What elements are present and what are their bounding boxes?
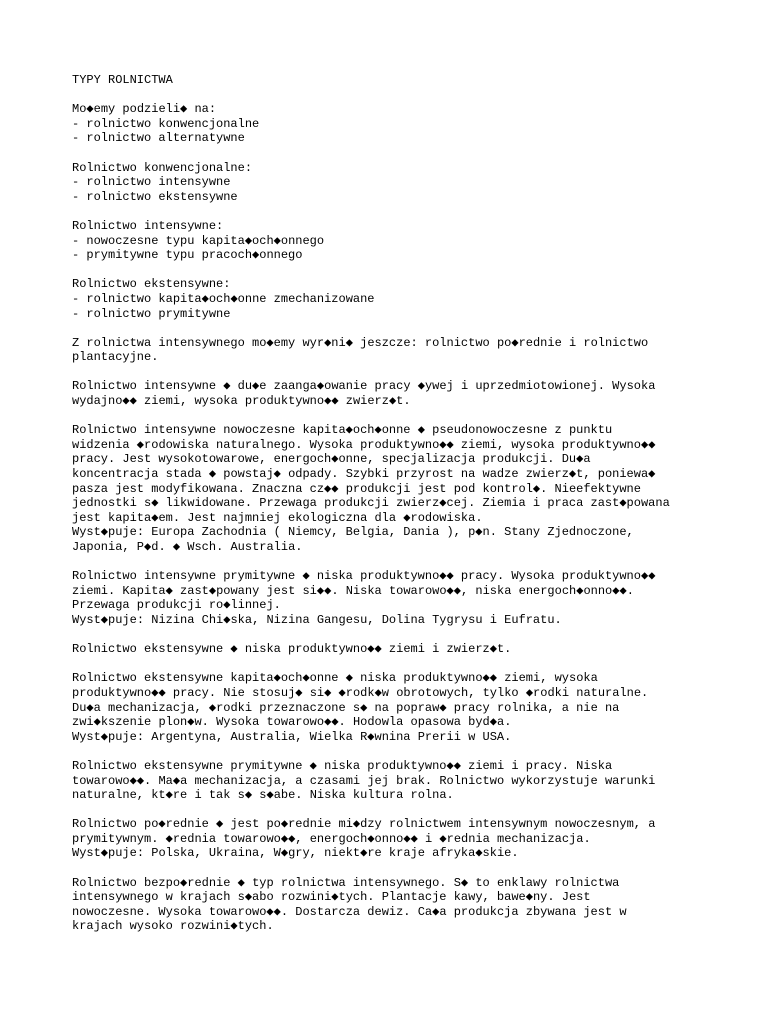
text-line: Rolnictwo ekstensywne ◆ niska produktywno◆◆ ziemi i zwierz◆t. bbox=[72, 642, 512, 657]
paragraph bbox=[72, 102, 732, 146]
paragraph bbox=[72, 569, 732, 627]
text-line: Du◆a mechanizacja, ◆rodki przeznaczone s◆ na popraw◆ pracy rolnika, a nie na bbox=[72, 700, 620, 715]
text-line: plantacyjne. bbox=[72, 350, 159, 365]
paragraph-spacer bbox=[72, 365, 732, 380]
paragraph-spacer bbox=[72, 555, 732, 570]
paragraph-spacer bbox=[72, 744, 732, 759]
text-line: Rolnictwo intensywne ◆ du◆e zaanga◆owanie pracy ◆ywej i uprzedmiotowionej. Wysoka bbox=[72, 379, 656, 394]
paragraph-spacer bbox=[72, 409, 732, 424]
text-line: Z rolnictwa intensywnego mo◆emy wyr◆ni◆ jeszcze: rolnictwo po◆rednie i rolnictwo bbox=[72, 335, 649, 350]
paragraph-spacer bbox=[72, 88, 732, 103]
document-page bbox=[72, 73, 732, 934]
text-line: naturalne, kt◆re i tak s◆ s◆abe. Niska kultura rolna. bbox=[72, 788, 454, 803]
text-line: pasza jest modyfikowana. Znaczna cz◆◆ produkcji jest pod kontrol◆. Nieefektywne bbox=[72, 481, 641, 496]
text-line: Wyst◆puje: Nizina Chi◆ska, Nizina Gangesu, Dolina Tygrysu i Eufratu. bbox=[72, 612, 562, 627]
paragraph-spacer bbox=[72, 263, 732, 278]
text-line: Rolnictwo bezpo◆rednie ◆ typ rolnictwa intensywnego. S◆ to enklawy rolnictwa bbox=[72, 875, 620, 890]
text-line: jest kapita◆em. Jest najmniej ekologiczna dla ◆rodowiska. bbox=[72, 510, 483, 525]
text-line: widzenia ◆rodowiska naturalnego. Wysoka produktywno◆◆ ziemi, wysoka produktywno◆◆ bbox=[72, 437, 656, 452]
text-line: krajach wysoko rozwini◆tych. bbox=[72, 919, 274, 934]
text-line: Rolnictwo intensywne nowoczesne kapita◆och◆onne ◆ pseudonowoczesne z punktu bbox=[72, 423, 613, 438]
text-line: Wyst◆puje: Polska, Ukraina, W◆gry, niekt◆re kraje afryka◆skie. bbox=[72, 846, 519, 861]
text-line: Rolnictwo ekstensywne prymitywne ◆ niska produktywno◆◆ ziemi i pracy. Niska bbox=[72, 758, 613, 773]
text-line: - nowoczesne typu kapita◆och◆onnego bbox=[72, 233, 325, 248]
paragraph-spacer bbox=[72, 146, 732, 161]
text-line: Rolnictwo po◆rednie ◆ jest po◆rednie mi◆dzy rolnictwem intensywnym nowoczesnym, a bbox=[72, 817, 656, 832]
text-line: Rolnictwo intensywne: bbox=[72, 218, 224, 233]
paragraph bbox=[72, 423, 732, 554]
paragraph bbox=[72, 161, 732, 205]
paragraph bbox=[72, 277, 732, 321]
paragraph-spacer bbox=[72, 321, 732, 336]
text-line: Przewaga produkcji ro◆linnej. bbox=[72, 598, 281, 613]
text-line: prymitywnym. ◆rednia towarowo◆◆, energoch◆onno◆◆ i ◆rednia mechanizacja. bbox=[72, 831, 591, 846]
document-body bbox=[72, 88, 732, 934]
text-line: towarowo◆◆. Ma◆a mechanizacja, a czasami jej brak. Rolnictwo wykorzystuje warunki bbox=[72, 773, 656, 788]
paragraph bbox=[72, 876, 732, 934]
text-line: wydajno◆◆ ziemi, wysoka produktywno◆◆ zwierz◆t. bbox=[72, 394, 411, 409]
paragraph bbox=[72, 219, 732, 263]
paragraph bbox=[72, 671, 732, 744]
text-line: Rolnictwo intensywne prymitywne ◆ niska produktywno◆◆ pracy. Wysoka produktywno◆◆ bbox=[72, 569, 656, 584]
text-line: produktywno◆◆ pracy. Nie stosuj◆ si◆ ◆rodk◆w obrotowych, tylko ◆rodki naturalne. bbox=[72, 685, 649, 700]
text-line: Wyst◆puje: Argentyna, Australia, Wielka R◆wnina Prerii w USA. bbox=[72, 729, 512, 744]
text-line: ziemi. Kapita◆ zast◆powany jest si◆◆. Niska towarowo◆◆, niska energoch◆onno◆◆. bbox=[72, 583, 634, 598]
text-line: - rolnictwo kapita◆och◆onne zmechanizowane bbox=[72, 291, 375, 306]
text-line: - rolnictwo intensywne bbox=[72, 175, 231, 190]
text-line: - rolnictwo ekstensywne bbox=[72, 189, 238, 204]
text-line: Rolnictwo konwencjonalne: bbox=[72, 160, 253, 175]
text-line: - rolnictwo alternatywne bbox=[72, 131, 245, 146]
text-line: - rolnictwo konwencjonalne bbox=[72, 116, 260, 131]
text-line: Mo◆emy podzieli◆ na: bbox=[72, 102, 217, 117]
paragraph-spacer bbox=[72, 628, 732, 643]
text-line: Japonia, P◆d. ◆ Wsch. Australia. bbox=[72, 540, 303, 554]
paragraph-spacer bbox=[72, 803, 732, 818]
paragraph bbox=[72, 759, 732, 803]
document-title: TYPY ROLNICTWA bbox=[72, 73, 173, 87]
text-line: pracy. Jest wysokotowarowe, energoch◆onne, specjalizacja produkcji. Du◆a bbox=[72, 452, 591, 467]
text-line: Rolnictwo ekstensywne kapita◆och◆onne ◆ niska produktywno◆◆ ziemi, wysoka bbox=[72, 671, 598, 686]
text-line: intensywnego w krajach s◆abo rozwini◆tych. Plantacje kawy, bawe◆ny. Jest bbox=[72, 890, 591, 905]
text-line: nowoczesne. Wysoka towarowo◆◆. Dostarcza dewiz. Ca◆a produkcja zbywana jest w bbox=[72, 904, 627, 919]
paragraph-spacer bbox=[72, 861, 732, 876]
paragraph bbox=[72, 817, 732, 861]
paragraph-spacer bbox=[72, 657, 732, 672]
paragraph bbox=[72, 642, 732, 657]
text-line: jednostki s◆ likwidowane. Przewaga produkcji zwierz◆cej. Ziemia i praca zast◆powana bbox=[72, 496, 670, 511]
paragraph bbox=[72, 379, 732, 408]
text-line: Rolnictwo ekstensywne: bbox=[72, 277, 231, 292]
text-line: koncentracja stada ◆ powstaj◆ odpady. Szybki przyrost na wadze zwierz◆t, poniewa◆ bbox=[72, 467, 656, 482]
paragraph-spacer bbox=[72, 204, 732, 219]
text-line: Wyst◆puje: Europa Zachodnia ( Niemcy, Belgia, Dania ), p◆n. Stany Zjednoczone, bbox=[72, 525, 634, 540]
paragraph bbox=[72, 336, 732, 365]
text-line: zwi◆kszenie plon◆w. Wysoka towarowo◆◆. Hodowla opasowa byd◆a. bbox=[72, 715, 512, 730]
text-line: - rolnictwo prymitywne bbox=[72, 306, 231, 321]
text-line: - prymitywne typu pracoch◆onnego bbox=[72, 248, 303, 263]
